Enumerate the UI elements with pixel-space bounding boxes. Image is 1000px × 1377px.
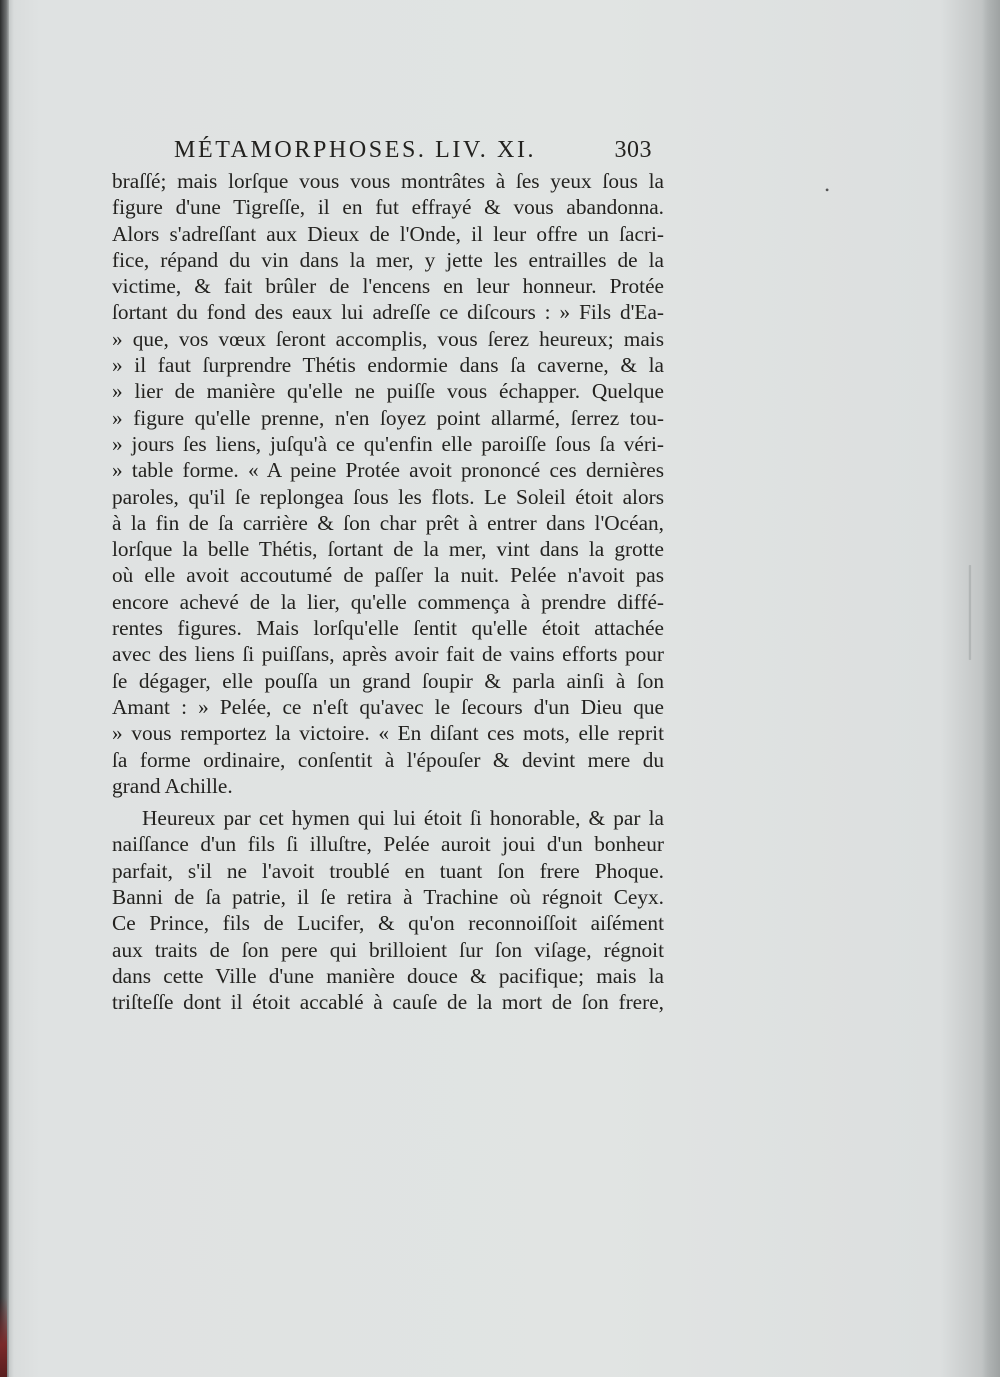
running-title: MÉTAMORPHOSES. LIV. XI. <box>174 137 537 163</box>
text-line: lorſque la belle Thétis, ſortant de la mer, vint dans la grotte <box>112 537 664 562</box>
paragraph-1 <box>112 168 664 799</box>
text-line: » jours ſes liens, juſqu'à ce qu'enfin elle paroiſſe ſous ſa véri- <box>112 431 664 456</box>
text-line: figure d'une Tigreſſe, il en fut effrayé & vous abandonna. <box>112 195 664 220</box>
text-line: ſortant du fond des eaux lui adreſſe ce diſcours : » Fils d'Ea- <box>112 300 664 325</box>
text-line: encore achevé de la lier, qu'elle commença à prendre diffé- <box>112 589 664 614</box>
text-line: où elle avoit accoutumé de paſſer la nuit. Pelée n'avoit pas <box>112 563 664 588</box>
page-fold-mark <box>968 565 972 660</box>
binding-ribbon <box>0 1297 7 1377</box>
page-edge-shadow <box>982 0 1000 1377</box>
text-line: Banni de ſa patrie, il ſe retira à Trachine où régnoit Ceyx. <box>112 885 664 910</box>
text-line: » vous remportez la victoire. « En diſant ces mots, elle reprit <box>112 721 664 746</box>
text-line: aux traits de ſon pere qui brilloient ſur ſon viſage, régnoit <box>112 937 664 962</box>
paragraph-2 <box>112 805 664 1015</box>
text-line: triſteſſe dont il étoit accablé à cauſe de la mort de ſon frere, <box>112 990 664 1015</box>
text-line: Ce Prince, fils de Lucifer, & qu'on reconnoiſſoit aiſément <box>112 911 664 936</box>
text-line: Alors s'adreſſant aux Dieux de l'Onde, il leur offre un ſacri- <box>112 221 664 246</box>
text-line: avec des liens ſi puiſſans, après avoir fait de vains efforts pour <box>112 642 664 667</box>
text-line: naiſſance d'un fils ſi illuſtre, Pelée auroit joui d'un bonheur <box>112 832 664 857</box>
text-line: Amant : » Pelée, ce n'eſt qu'avec le ſecours d'un Dieu que <box>112 694 664 719</box>
text-line: fice, répand du vin dans la mer, y jette les entrailles de la <box>112 247 664 272</box>
text-line: » figure qu'elle prenne, n'en ſoyez point allarmé, ſerrez tou- <box>112 405 664 430</box>
text-line: parfait, s'il ne l'avoit troublé en tuant ſon frere Phoque. <box>112 858 664 883</box>
text-page <box>112 128 664 1016</box>
text-line: » lier de manière qu'elle ne puiſſe vous échapper. Quelque <box>112 379 664 404</box>
text-line: à la fin de ſa carrière & ſon char prêt à entrer dans l'Océan, <box>112 510 664 535</box>
text-line: braſſé; mais lorſque vous vous montrâtes à ſes yeux ſous la <box>112 169 664 193</box>
text-line: grand Achille. <box>112 773 233 798</box>
text-line: paroles, qu'il ſe replongea ſous les flots. Le Soleil étoit alors <box>112 484 664 509</box>
page-number: 303 <box>614 137 652 163</box>
book-binding-edge <box>0 0 9 1377</box>
text-line: Heureux par cet hymen qui lui étoit ſi honorable, & par la <box>142 806 664 831</box>
text-line: rentes figures. Mais lorſqu'elle ſentit qu'elle étoit attachée <box>112 616 664 641</box>
text-line: ſa forme ordinaire, conſentit à l'épouſer & devint mere du <box>112 747 664 772</box>
page-header <box>112 128 664 168</box>
text-line: » il faut ſurprendre Thétis endormie dans ſa caverne, & la <box>112 353 664 378</box>
text-line: victime, & fait brûler de l'encens en leur honneur. Protée <box>112 274 664 299</box>
text-line: » que, vos vœux ſeront accomplis, vous ſerez heureux; mais <box>112 326 664 351</box>
stray-ink-dot: • <box>825 183 830 197</box>
text-line: ſe dégager, elle pouſſa un grand ſoupir & parla ainſi à ſon <box>112 668 664 693</box>
text-line: » table forme. « A peine Protée avoit prononcé ces dernières <box>112 458 664 483</box>
text-line: dans cette Ville d'une manière douce & pacifique; mais la <box>112 963 664 988</box>
